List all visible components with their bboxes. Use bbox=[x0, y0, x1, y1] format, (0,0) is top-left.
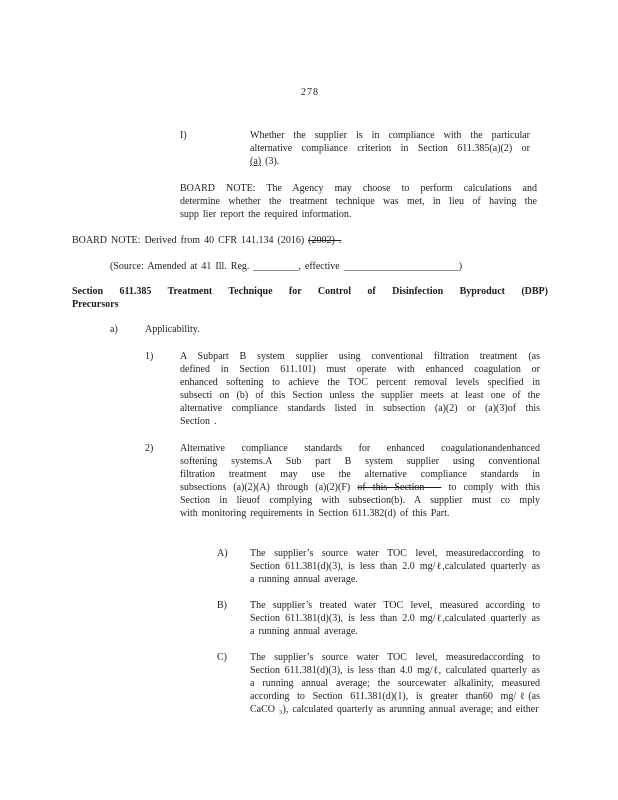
item-B-label: B) bbox=[217, 600, 227, 611]
text-line: The supplier’s source water TOC level, measuredaccording to bbox=[250, 652, 540, 663]
text-line: with monitoring requirements in Section 611.382(d) of this Part. bbox=[180, 508, 450, 519]
text-line: subsections (a)(2)(A) through (a)(2)(F) of this Section — to comply with this bbox=[180, 482, 540, 493]
text-line: The supplier’s treated water TOC level, measured according to bbox=[250, 600, 540, 611]
text-line: Precursors bbox=[72, 299, 119, 310]
text-line: subsecti on (b) of this Section unless the supplier meets at least one of the bbox=[180, 390, 540, 401]
item-C bbox=[217, 651, 540, 716]
text-line: Section 611.381(d)(3), is less than 4.0 mg/ℓ, calculated quarterly as bbox=[250, 665, 540, 676]
item-A-label: A) bbox=[217, 548, 228, 559]
item-A-text bbox=[250, 547, 540, 586]
section-heading bbox=[72, 285, 548, 311]
clause-I-label: I) bbox=[180, 130, 187, 141]
item-B bbox=[217, 599, 540, 638]
text-line: defined in Section 611.101) must operate with enhanced coagulation or bbox=[180, 364, 540, 375]
text-line: The supplier’s source water TOC level, measuredaccording to bbox=[250, 548, 540, 559]
text-line: a running annual average. bbox=[250, 626, 358, 637]
text-line: Section . bbox=[180, 416, 217, 427]
text-line: Section 611.385 Treatment Technique for Control of Disinfection Byproduct (DBP) bbox=[72, 286, 548, 297]
item-B-text bbox=[250, 599, 540, 638]
item-1 bbox=[145, 350, 540, 428]
item-a bbox=[110, 323, 548, 336]
text-line: Whether the supplier is in compliance with the particular bbox=[250, 130, 530, 141]
text-line: alternative compliance criterion in Section 611.385(a)(2) or bbox=[250, 143, 530, 154]
text-line: Section 611.381(d)(3), is less than 2.0 mg/ℓ,calculated quarterly as bbox=[250, 561, 540, 572]
item-1-text bbox=[180, 350, 540, 428]
text-line: alternative compliance standards listed in subsection (a)(2) or (a)(3)of this bbox=[180, 403, 540, 414]
text-line: (Source: Amended at 41 Ill. Reg. _________, effective _______________________) bbox=[110, 261, 463, 272]
text-line: filtration treatment may use the alternative compliance standards in bbox=[180, 469, 540, 480]
board-note-derived bbox=[72, 234, 548, 247]
item-a-label: a) bbox=[110, 324, 118, 335]
text-line: (a) (3). bbox=[250, 156, 280, 167]
underlined-text: (a) bbox=[250, 156, 262, 167]
item-2-label: 2) bbox=[145, 443, 154, 454]
text-line: A Subpart B system supplier using conventional filtration treatment (as bbox=[180, 351, 540, 362]
item-2 bbox=[145, 442, 540, 520]
page-number: 278 bbox=[301, 87, 319, 98]
item-1-label: 1) bbox=[145, 351, 154, 362]
item-C-label: C) bbox=[217, 652, 227, 663]
item-a-text bbox=[145, 323, 548, 336]
item-A bbox=[217, 547, 540, 586]
text-line: Applicability. bbox=[145, 324, 200, 335]
text-line: CaCO ₃), calculated quarterly as arunning annual average; and either bbox=[250, 704, 539, 715]
board-note-agency bbox=[180, 182, 537, 221]
text-line: BOARD NOTE: Derived from 40 CFR 141.134 (2016) (2002) . bbox=[72, 235, 342, 246]
text-line: determine whether the treatment technique was met, in lieu of having the bbox=[180, 196, 537, 207]
struck-text: (2002) . bbox=[308, 235, 342, 246]
clause-I-text bbox=[250, 129, 530, 168]
item-C-text bbox=[250, 651, 540, 716]
text-line: softening systems.A Sub part B system supplier using conventional bbox=[180, 456, 540, 467]
text-line: enhanced softening to achieve the TOC percent removal levels specified in bbox=[180, 377, 540, 388]
clause-I bbox=[180, 129, 530, 168]
text-line: supp lier report the required information. bbox=[180, 209, 352, 220]
text-line: Alternative compliance standards for enhanced coagulationandenhanced bbox=[180, 443, 540, 454]
text-line: Section in lieuof complying with subsection(b). A supplier must co mply bbox=[180, 495, 540, 506]
text-line: BOARD NOTE: The Agency may choose to perform calculations and bbox=[180, 183, 537, 194]
text-line: a running annual average; the sourcewater alkalinity, measured bbox=[250, 678, 540, 689]
text-line: a running annual average. bbox=[250, 574, 358, 585]
item-2-text bbox=[180, 442, 540, 520]
text-line: according to Section 611.381(d)(1), is greater than60 mg/ℓ(as bbox=[250, 691, 540, 702]
text-line: Section 611.381(d)(3), is less than 2.0 mg/ℓ,calculated quarterly as bbox=[250, 613, 540, 624]
source-line bbox=[110, 260, 548, 273]
struck-text: of this Section — bbox=[357, 482, 442, 493]
